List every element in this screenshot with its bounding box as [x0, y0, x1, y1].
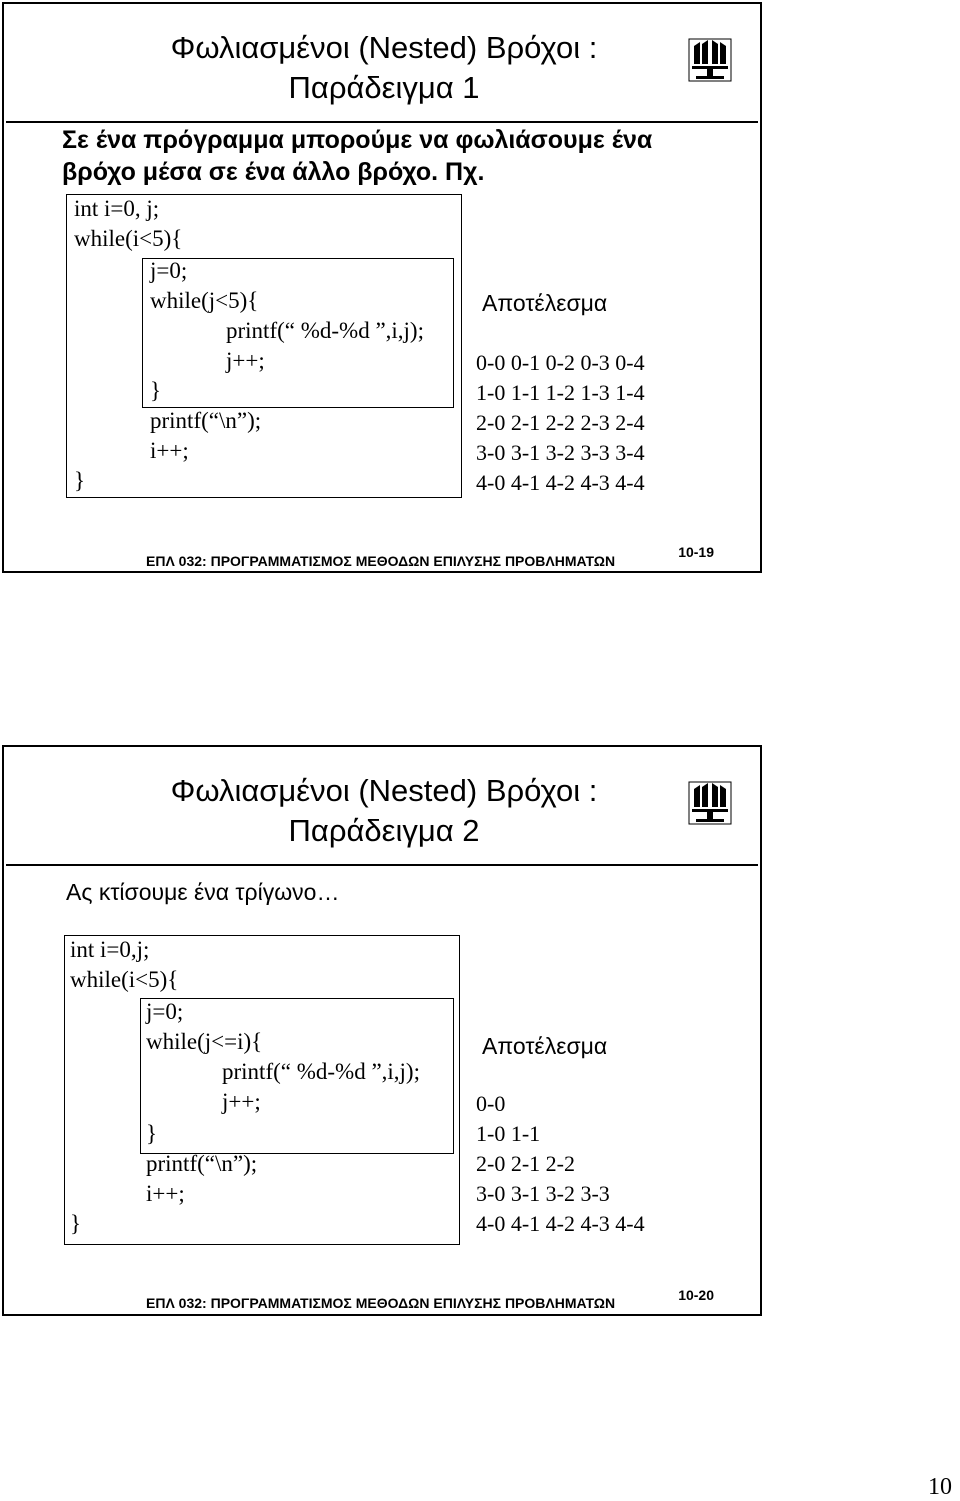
- slide-10-19: [2, 2, 762, 573]
- code-line: printf(“\n”);: [146, 1151, 258, 1176]
- slide-number: 10-20: [678, 1287, 714, 1303]
- code-line: i++;: [150, 438, 189, 463]
- result-row: 4-0 4-1 4-2 4-3 4-4: [476, 470, 645, 495]
- code-line: i++;: [146, 1181, 185, 1206]
- code-line: while(i<5){: [74, 226, 183, 251]
- code-line: j=0;: [150, 258, 188, 283]
- title-line-1: Φωλιασμένοι (Nested) Βρόχοι :: [170, 773, 598, 808]
- slide-number: 10-19: [678, 544, 714, 560]
- intro-line-2: βρόχο μέσα σε ένα άλλο βρόχο. Πχ.: [62, 158, 485, 186]
- code-line: printf(“ %d-%d ”,i,j);: [226, 318, 424, 343]
- course-footer: ΕΠΛ 032: ΠΡΟΓΡΑΜΜΑΤΙΣΜΟΣ ΜΕΘΟΔΩΝ ΕΠΙΛΥΣΗΣ ΠΡΟΒΛΗΜΑΤΩΝ: [146, 553, 616, 569]
- title-line-2: Παράδειγμα 2: [288, 813, 480, 848]
- slide-10-20: [2, 745, 762, 1316]
- code-line: }: [70, 1211, 82, 1236]
- result-row: 4-0 4-1 4-2 4-3 4-4: [476, 1211, 645, 1236]
- code-line: while(i<5){: [70, 967, 179, 992]
- result-row: 0-0 0-1 0-2 0-3 0-4: [476, 350, 645, 375]
- title-line-1: Φωλιασμένοι (Nested) Βρόχοι :: [170, 30, 598, 65]
- slide-title: [124, 28, 644, 108]
- code-line: j++;: [226, 348, 265, 373]
- page-number: 10: [928, 1474, 952, 1500]
- intro-text: Ας κτίσουμε ένα τρίγωνο…: [66, 879, 340, 905]
- course-footer: ΕΠΛ 032: ΠΡΟΓΡΑΜΜΑΤΙΣΜΟΣ ΜΕΘΟΔΩΝ ΕΠΙΛΥΣΗΣ ΠΡΟΒΛΗΜΑΤΩΝ: [146, 1295, 616, 1311]
- result-row: 2-0 2-1 2-2: [476, 1151, 575, 1176]
- slide-title: [124, 771, 644, 851]
- result-label: Αποτέλεσμα: [482, 1033, 608, 1059]
- result-row: 0-0: [476, 1091, 506, 1116]
- code-line: int i=0,j;: [70, 937, 150, 962]
- code-line: int i=0, j;: [74, 196, 160, 221]
- code-line: j=0;: [146, 999, 184, 1024]
- code-line: j++;: [222, 1089, 261, 1114]
- header-divider: [6, 864, 758, 866]
- result-label: Αποτέλεσμα: [482, 290, 608, 316]
- code-line: printf(“ %d-%d ”,i,j);: [222, 1059, 420, 1084]
- code-line: while(j<5){: [150, 288, 259, 313]
- title-line-2: Παράδειγμα 1: [288, 70, 480, 105]
- result-row: 3-0 3-1 3-2 3-3: [476, 1181, 610, 1206]
- code-line: while(j<=i){: [146, 1029, 263, 1054]
- result-row: 2-0 2-1 2-2 2-3 2-4: [476, 410, 645, 435]
- university-tree-logo-icon: [688, 781, 732, 825]
- code-line: }: [150, 378, 162, 403]
- result-row: 1-0 1-1: [476, 1121, 541, 1146]
- university-tree-logo-icon: [688, 38, 732, 82]
- intro-line-1: Σε ένα πρόγραμμα μπορούμε να φωλιάσουμε ένα: [62, 126, 653, 154]
- code-line: }: [74, 468, 86, 493]
- intro-text: [62, 124, 652, 188]
- result-row: 1-0 1-1 1-2 1-3 1-4: [476, 380, 645, 405]
- code-line: }: [146, 1121, 158, 1146]
- header-divider: [6, 121, 758, 123]
- code-line: printf(“\n”);: [150, 408, 262, 433]
- result-row: 3-0 3-1 3-2 3-3 3-4: [476, 440, 645, 465]
